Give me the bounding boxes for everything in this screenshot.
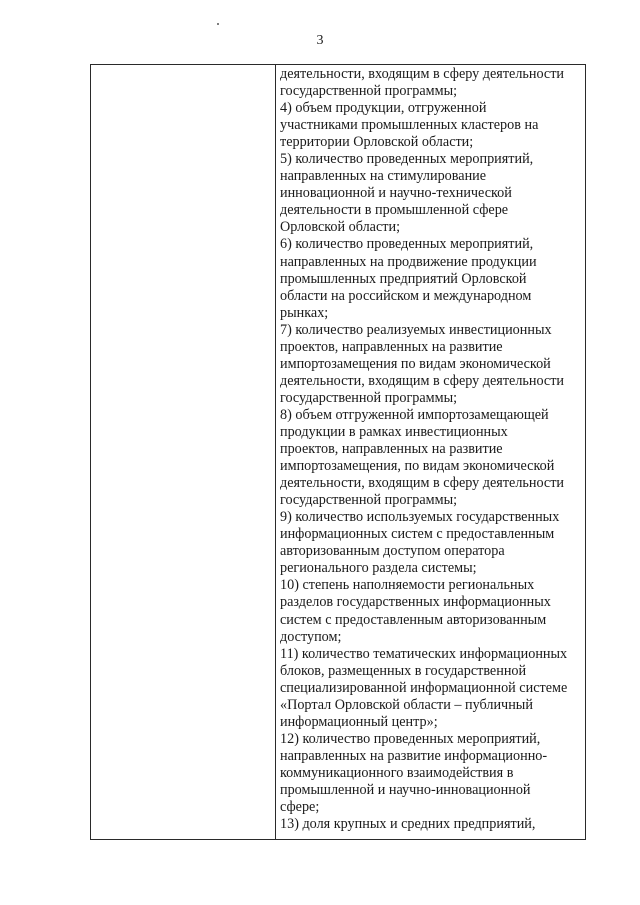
text-line: деятельности, входящим в сферу деятельности bbox=[280, 475, 565, 492]
text-line: направленных на развитие информационно- bbox=[280, 747, 548, 764]
text-line: инновационной и научно-технической bbox=[280, 185, 512, 202]
text-line: 5) количество проведенных мероприятий, bbox=[280, 151, 534, 168]
text-line: промышленной и научно-инновационной bbox=[280, 781, 531, 798]
text-line: «Портал Орловской области – публичный bbox=[280, 696, 533, 713]
text-line: участниками промышленных кластеров на bbox=[280, 117, 539, 134]
text-line: 11) количество тематических информационных bbox=[280, 645, 568, 662]
text-line: сфере; bbox=[280, 799, 320, 816]
text-line: разделов государственных информационных bbox=[280, 594, 551, 611]
text-line: проектов, направленных на развитие bbox=[280, 338, 503, 355]
text-line: импортозамещения, по видам экономической bbox=[280, 458, 555, 475]
text-line: 12) количество проведенных мероприятий, bbox=[280, 730, 541, 747]
text-line: 4) объем продукции, отгруженной bbox=[280, 100, 487, 117]
text-line: 9) количество используемых государственных bbox=[280, 509, 560, 526]
text-line: государственной программы; bbox=[280, 389, 458, 406]
text-line: информационных систем с предоставленным bbox=[280, 526, 555, 543]
table-left-cell bbox=[91, 65, 276, 839]
text-line: 10) степень наполняемости региональных bbox=[280, 577, 535, 594]
text-line: направленных на продвижение продукции bbox=[280, 253, 537, 270]
text-line: государственной программы; bbox=[280, 83, 458, 100]
indicator-list-text bbox=[280, 66, 581, 833]
text-line: территории Орловской области; bbox=[280, 134, 474, 151]
text-line: 7) количество реализуемых инвестиционных bbox=[280, 321, 552, 338]
text-line: коммуникационного взаимодействия в bbox=[280, 764, 514, 781]
text-line: рынках; bbox=[280, 304, 329, 321]
text-line: деятельности в промышленной сфере bbox=[280, 202, 509, 219]
text-line: информационный центр»; bbox=[280, 713, 438, 730]
text-line: 6) количество проведенных мероприятий, bbox=[280, 236, 534, 253]
text-line: государственной программы; bbox=[280, 492, 458, 509]
text-line: промышленных предприятий Орловской bbox=[280, 270, 527, 287]
text-line: деятельности, входящим в сферу деятельности bbox=[280, 66, 565, 82]
text-line: направленных на стимулирование bbox=[280, 168, 487, 185]
text-line: авторизованным доступом оператора bbox=[280, 543, 505, 560]
text-line: импортозамещения по видам экономической bbox=[280, 355, 551, 372]
text-line: продукции в рамках инвестиционных bbox=[280, 423, 508, 440]
text-line: проектов, направленных на развитие bbox=[280, 441, 503, 458]
text-line: специализированной информационной системе bbox=[280, 679, 568, 696]
indicator-table bbox=[90, 64, 586, 840]
scan-speck bbox=[217, 23, 219, 25]
text-line: доступом; bbox=[280, 628, 342, 645]
text-line: 13) доля крупных и средних предприятий, bbox=[280, 816, 536, 833]
text-line: области на российском и международном bbox=[280, 287, 532, 304]
text-line: 8) объем отгруженной импортозамещающей bbox=[280, 406, 549, 423]
text-line: деятельности, входящим в сферу деятельности bbox=[280, 372, 565, 389]
text-line: регионального раздела системы; bbox=[280, 560, 477, 577]
text-line: блоков, размещенных в государственной bbox=[280, 662, 527, 679]
text-line: Орловской области; bbox=[280, 219, 401, 236]
table-right-cell bbox=[276, 65, 585, 839]
text-line: систем с предоставленным авторизованным bbox=[280, 611, 547, 628]
page-number: 3 bbox=[316, 33, 324, 48]
